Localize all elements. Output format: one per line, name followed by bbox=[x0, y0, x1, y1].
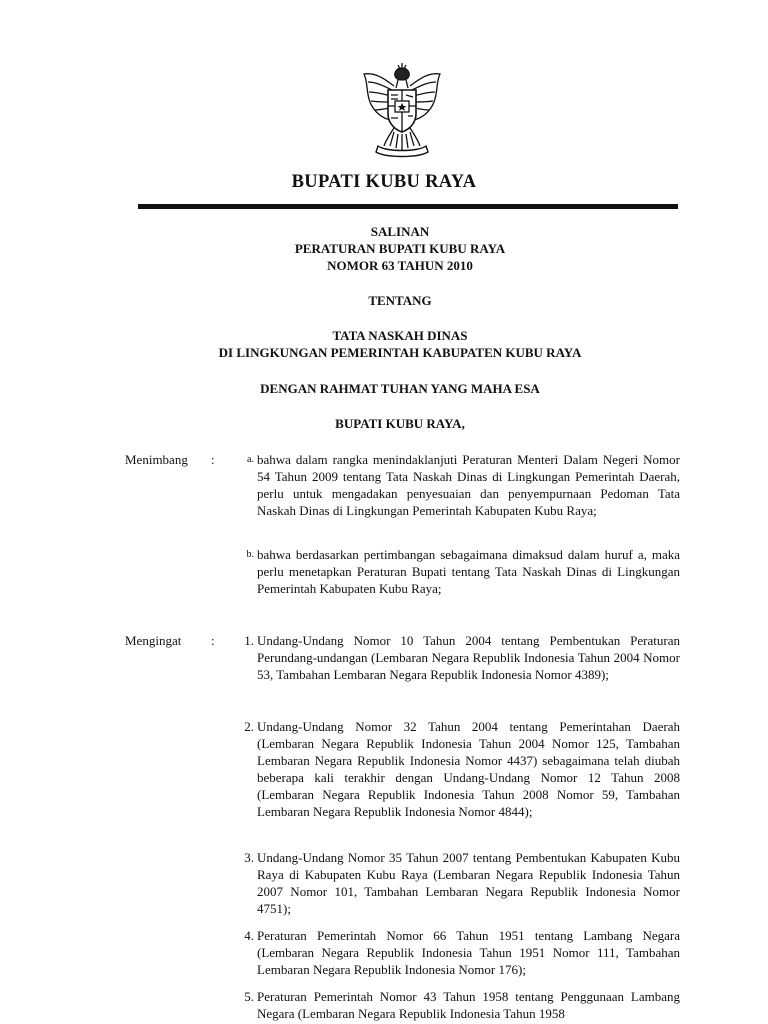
item-text: Peraturan Pemerintah Nomor 66 Tahun 1951 tentang Lambang Negara (Lembaran Negara Republik Indonesia Tahun 1951 Nomor 111, Tambahan Lembaran Negara Republik Indonesia Nomor 176); bbox=[257, 928, 680, 977]
menimbang-colon: : bbox=[211, 452, 215, 467]
bupati-line: BUPATI KUBU RAYA, bbox=[335, 416, 465, 431]
item-text: Undang-Undang Nomor 32 Tahun 2004 tentang Pemerintahan Daerah (Lembaran Negara Republik Indonesia Tahun 2004 Nomor 125, Tambahan Lembaran Negara Republik Indonesia Nomor 4437) sebagaimana telah diubah beberapa kali terakhir dengan Undang-Undang Nomor 12 Tahun 2008 (Lembaran Negara Republik Indonesia Tahun 2008 Nomor 59, Tambahan Lembaran Negara Republik Indonesia Nomor 4844); bbox=[257, 719, 680, 819]
subject-line-2: DI LINGKUNGAN PEMERINTAH KABUPATEN KUBU RAYA bbox=[218, 345, 582, 360]
regulation-title: PERATURAN BUPATI KUBU RAYA bbox=[294, 241, 506, 256]
item-marker: 4. bbox=[244, 928, 254, 943]
mengingat-item-5 bbox=[228, 988, 680, 1024]
item-marker: 3. bbox=[244, 850, 254, 865]
salinan-label: SALINAN bbox=[370, 224, 430, 239]
menimbang-label: Menimbang bbox=[125, 452, 188, 467]
item-marker: 5. bbox=[244, 989, 254, 1004]
organization-title: BUPATI KUBU RAYA bbox=[291, 172, 477, 192]
regulation-number: NOMOR 63 TAHUN 2010 bbox=[327, 258, 473, 273]
mengingat-colon: : bbox=[211, 633, 215, 648]
item-text: Peraturan Pemerintah Nomor 43 Tahun 1958 tentang Penggunaan Lambang Negara (Lembaran Negara Republik Indonesia Tahun 1958 bbox=[257, 989, 680, 1021]
item-text: Undang-Undang Nomor 10 Tahun 2004 tentang Pembentukan Peraturan Perundang-undangan (Lembaran Negara Republik Indonesia Tahun 2004 Nomor 53, Tambahan Lembaran Negara Republik Indonesia Nomor 4389); bbox=[257, 633, 680, 682]
item-text: bahwa berdasarkan pertimbangan sebagaimana dimaksud dalam huruf a, maka perlu menetapkan Peraturan Bupati tentang Tata Naskah Dinas di Lingkungan Pemerintah Kabupaten Kubu Raya; bbox=[257, 547, 680, 596]
header-divider bbox=[138, 204, 678, 209]
rahmat-line: DENGAN RAHMAT TUHAN YANG MAHA ESA bbox=[260, 381, 540, 396]
mengingat-item-4 bbox=[228, 927, 680, 979]
menimbang-item-b bbox=[228, 546, 680, 616]
item-marker: b. bbox=[246, 549, 254, 560]
tentang-label: TENTANG bbox=[368, 293, 432, 308]
item-marker: 1. bbox=[244, 633, 254, 648]
item-marker: a. bbox=[247, 454, 254, 465]
mengingat-item-3 bbox=[228, 849, 680, 919]
garuda-emblem-icon bbox=[356, 62, 448, 162]
mengingat-item-1 bbox=[228, 632, 680, 702]
item-marker: 2. bbox=[244, 719, 254, 734]
subject-line-1: TATA NASKAH DINAS bbox=[332, 328, 468, 343]
item-text: bahwa dalam rangka menindaklanjuti Peraturan Menteri Dalam Negeri Nomor 54 Tahun 2009 tentang Tata Naskah Dinas di Lingkungan Pemerintah Daerah, perlu untuk mengadakan penyesuaian dan penyempurnaan Pedoman Tata Naskah Dinas di Lingkungan Pemerintah Kabupaten Kubu Raya; bbox=[257, 452, 680, 518]
menimbang-item-a bbox=[228, 451, 680, 537]
mengingat-label: Mengingat bbox=[125, 633, 182, 648]
mengingat-item-2 bbox=[228, 718, 680, 838]
item-text: Undang-Undang Nomor 35 Tahun 2007 tentang Pembentukan Kabupaten Kubu Raya di Kabupaten Kubu Raya (Lembaran Negara Republik Indonesia Tahun 2007 Nomor 101, Tambahan Lembaran Negara Republik Indonesia Nomor 4751); bbox=[257, 850, 680, 916]
